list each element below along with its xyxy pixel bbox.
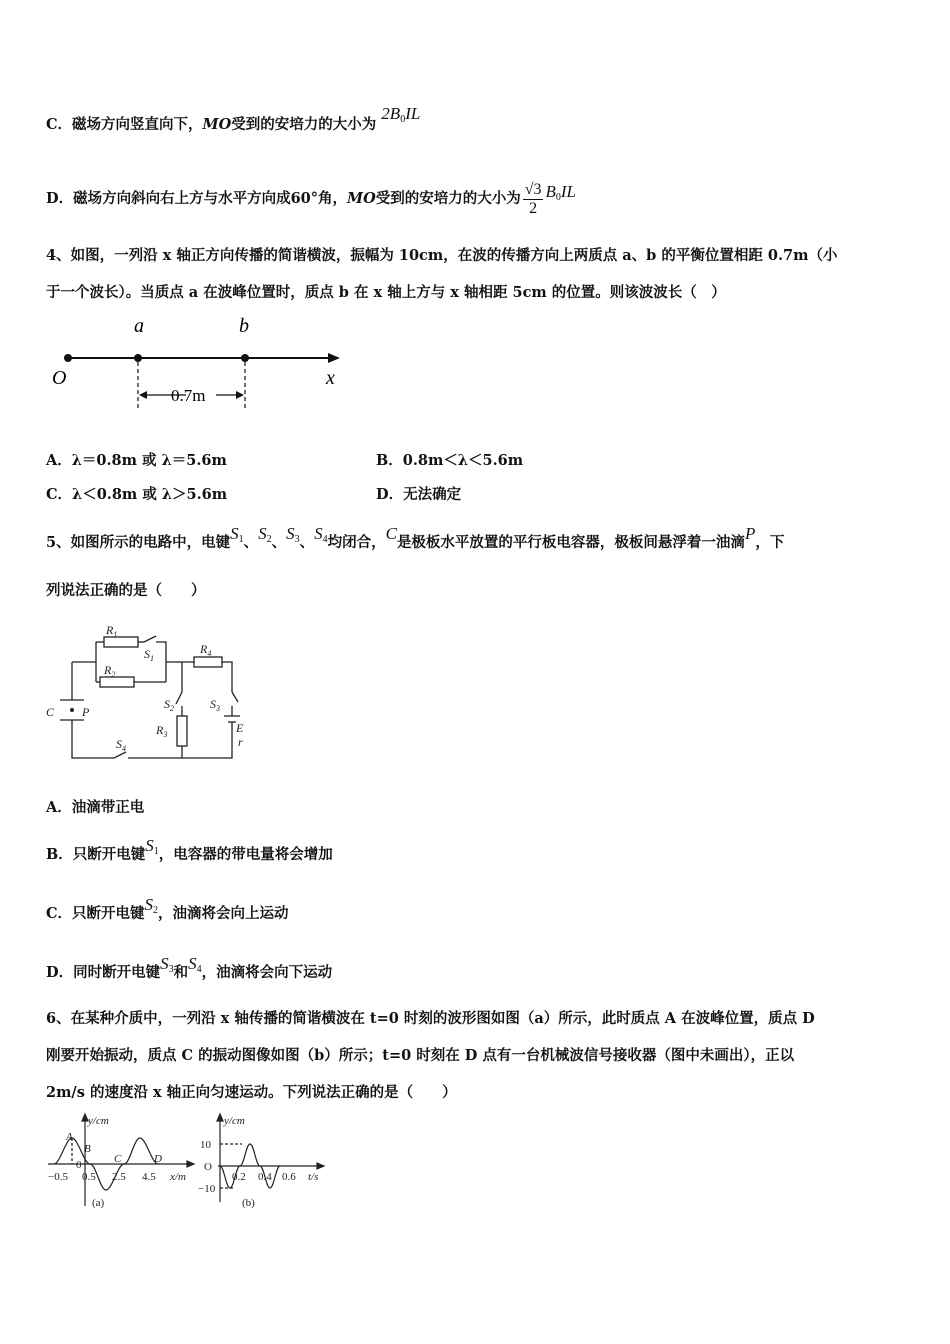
q4-label-b: b — [239, 315, 249, 337]
svg-text:(b): (b) — [242, 1197, 255, 1209]
q3-option-c-text: C．磁场方向竖直向下， — [46, 116, 203, 133]
svg-text:S2: $S_2$ — [164, 697, 174, 713]
resistor-r4 — [194, 657, 222, 667]
q4-label-x: x — [326, 367, 335, 389]
q5-p: P — [744, 524, 756, 543]
svg-text:4.5: 4.5 — [142, 1171, 156, 1183]
q4-option-d: D．无法确定 — [376, 486, 462, 503]
switch-s1 — [144, 636, 156, 642]
svg-text:P: P — [82, 705, 90, 719]
q4-stem-line2: 于一个波长）。当质点 a 在波峰位置时，质点 b 在 x 轴上方与 x 轴相距 5cm 的位置。则该波波长（ ） — [46, 284, 726, 301]
q4-point-a — [134, 354, 142, 362]
q4-option-c: C．λ＜0.8m 或 λ＞5.6m — [46, 486, 228, 503]
svg-text:x/m: x/m — [170, 1171, 186, 1183]
svg-text:0.5: 0.5 — [82, 1171, 96, 1183]
svg-text:0: 0 — [76, 1159, 82, 1171]
q5-option-b: B．只断开电键$S_1$，电容器的带电量将会增加 — [46, 836, 333, 863]
svg-text:R4: $R_4$ — [200, 642, 212, 658]
q3-option-d-text: D．磁场方向斜向右上方与水平方向成60°角， — [46, 190, 348, 207]
q3-option-d — [46, 178, 576, 224]
q3-option-c-mo: MO — [202, 116, 232, 133]
q5-circuit — [44, 620, 254, 770]
q3-option-c — [46, 104, 421, 140]
svg-text:B: B — [84, 1143, 91, 1155]
q6-stem-line2: 刚要开始振动，质点 C 的振动图像如图（b）所示；t=0 时刻在 D 点有一台机械波信号接收器（图中未画出），正以 — [46, 1047, 795, 1064]
q5-option-a: A．油滴带正电 — [46, 799, 145, 816]
q6-stem-line3: 2m/s 的速度沿 x 轴正向匀速运动。下列说法正确的是（ ） — [46, 1084, 457, 1101]
svg-text:−0.5: −0.5 — [48, 1171, 68, 1183]
svg-text:0.6: 0.6 — [282, 1171, 296, 1183]
svg-text:y/cm: y/cm — [88, 1115, 109, 1127]
svg-text:R1: $R_1$ — [106, 623, 118, 639]
q3-option-d-tail: 受到的安培力的大小为 — [375, 190, 521, 207]
q3-option-d-mo: MO — [347, 190, 376, 207]
q5-s3: $S_3$ — [286, 524, 300, 545]
svg-text:C: C — [46, 705, 55, 719]
svg-text:0.4: 0.4 — [258, 1171, 272, 1183]
oil-drop — [70, 708, 74, 712]
resistor-r1 — [104, 637, 138, 647]
q4-origin-dot — [64, 354, 72, 362]
svg-text:(a): (a) — [92, 1197, 105, 1209]
q5-stem-line1: 5、如图所示的电路中，电键$S_1$、$S_2$、$S_3$、$S_4$均闭合，C是极板水平放置的平行板电容器，极板间悬浮着一油滴P，下 — [46, 524, 785, 551]
q5-s2: $S_2$ — [258, 524, 272, 545]
q3-option-c-formula: $2B_0IL$ — [381, 104, 421, 125]
q4-point-b — [241, 354, 249, 362]
q6-figure-a — [44, 1110, 204, 1214]
q4-option-b: B．0.8m＜λ＜5.6m — [376, 452, 524, 469]
q5-s1: $S_1$ — [230, 524, 244, 545]
q5-s4: $S_4$ — [314, 524, 328, 545]
q4-label-O: O — [52, 367, 67, 389]
q3-option-c-tail: 受到的安培力的大小为 — [231, 116, 377, 133]
q4-label-a: a — [134, 315, 144, 337]
switch-s2 — [176, 692, 182, 704]
q6-figure-b — [198, 1110, 338, 1214]
q4-dim-arrow-right — [236, 391, 244, 399]
svg-text:10: 10 — [200, 1139, 211, 1151]
q5-option-c: C．只断开电键$S_2$，油滴将会向上运动 — [46, 895, 289, 922]
svg-text:R2: $R_2$ — [104, 663, 116, 679]
svg-text:C: C — [114, 1153, 122, 1165]
svg-text:R3: $R_3$ — [156, 723, 168, 739]
q5-stem-line2: 列说法正确的是（ ） — [46, 582, 206, 599]
q4-figure — [46, 312, 356, 422]
q5-c: C — [385, 524, 397, 543]
resistor-r2 — [100, 677, 134, 687]
svg-text:0.2: 0.2 — [232, 1171, 246, 1183]
svg-text:S3: $S_3$ — [210, 697, 220, 713]
svg-text:A: A — [66, 1131, 73, 1143]
svg-text:D: D — [154, 1153, 162, 1165]
resistor-r3 — [177, 716, 187, 746]
q4-option-a: A．λ＝0.8m 或 λ＝5.6m — [46, 452, 227, 469]
svg-text:E: E — [236, 721, 244, 735]
q4-stem-line1: 4、如图，一列沿 x 轴正方向传播的简谐横波，振幅为 10cm，在波的传播方向上两质点 a、b 的平衡位置相距 0.7m（小 — [46, 247, 838, 264]
q3-option-d-fraction: $\frac{√3}{2}$ — [524, 180, 542, 217]
q4-distance-label: 0.7m — [171, 386, 206, 405]
q5-option-d: D．同时断开电键$S_3$和$S_4$，油滴将会向下运动 — [46, 954, 333, 981]
q3-option-d-formula: $B_0IL$ — [545, 182, 576, 203]
q6-stem-line1: 6、在某种介质中，一列沿 x 轴传播的简谐横波在 t=0 时刻的波形图如图（a）所示，此时质点 A 在波峰位置，质点 D — [46, 1010, 815, 1027]
q4-dim-arrow-left — [139, 391, 147, 399]
svg-text:O: O — [204, 1161, 212, 1173]
svg-text:S4: $S_4$ — [116, 737, 126, 753]
svg-text:y/cm: y/cm — [224, 1115, 245, 1127]
switch-s3 — [232, 692, 238, 702]
q4-axis-arrow — [328, 353, 340, 363]
svg-text:r: r — [238, 735, 243, 749]
svg-text:2.5: 2.5 — [112, 1171, 126, 1183]
svg-text:t/s: t/s — [308, 1171, 319, 1183]
svg-text:−10: −10 — [198, 1183, 216, 1195]
svg-text:S1: $S_1$ — [144, 647, 154, 663]
